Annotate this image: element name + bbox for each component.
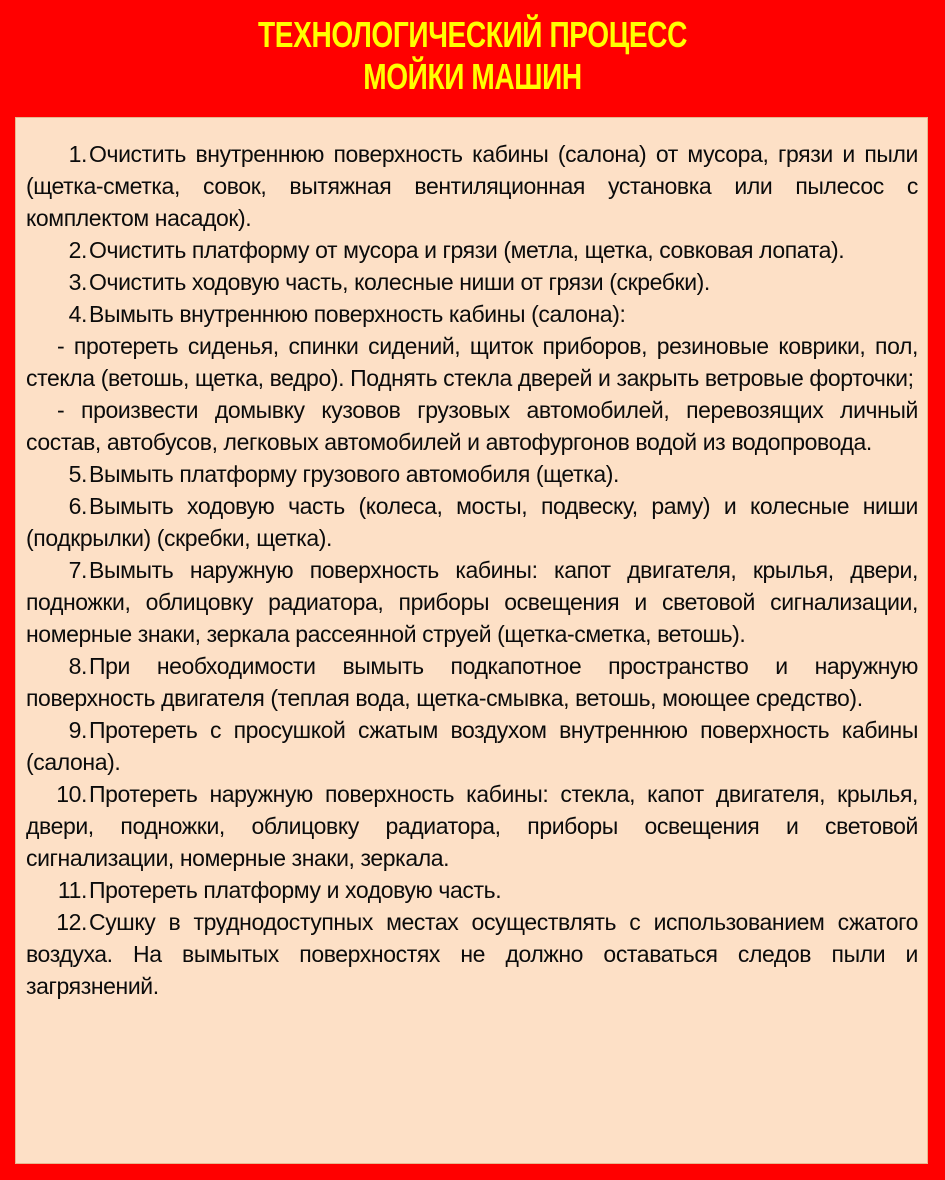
item-number: 8. bbox=[68, 653, 87, 679]
poster-header bbox=[0, 0, 945, 116]
item-text: Протереть платформу и ходовую часть. bbox=[89, 877, 502, 903]
list-item bbox=[26, 650, 918, 714]
title-line-1: ТЕХНОЛОГИЧЕСКИЙ ПРОЦЕСС bbox=[258, 14, 687, 55]
list-subitem bbox=[26, 330, 918, 394]
list-item bbox=[26, 458, 918, 490]
list-item bbox=[26, 906, 918, 1002]
title-line-2: МОЙКИ МАШИН bbox=[363, 56, 582, 97]
list-item bbox=[26, 874, 918, 906]
item-text: Вымыть платформу грузового автомобиля (щетка). bbox=[89, 461, 619, 487]
item-text: - протереть сиденья, спинки сидений, щиток приборов, резиновые коврики, пол, стекла (ветошь, щетка, ведро). Поднять стекла дверей и закрыть ветровые форточки; bbox=[26, 333, 918, 391]
item-text: - произвести домывку кузовов грузовых автомобилей, перевозящих личный состав, автобусов, легковых автомобилей и автофургонов водой из водопровода. bbox=[26, 397, 918, 455]
list-item bbox=[26, 554, 918, 650]
item-text: Вымыть ходовую часть (колеса, мосты, подвеску, раму) и колесные ниши (подкрылки) (скребки, щетка). bbox=[26, 493, 918, 551]
item-number: 2. bbox=[68, 237, 87, 263]
item-number: 11. bbox=[57, 877, 87, 903]
list-subitem bbox=[26, 394, 918, 458]
item-number: 1. bbox=[68, 141, 87, 167]
item-number: 7. bbox=[68, 557, 87, 583]
list-item bbox=[26, 490, 918, 554]
item-number: 12. bbox=[56, 909, 87, 935]
item-number: 10. bbox=[56, 781, 87, 807]
item-text: Вымыть наружную поверхность кабины: капот двигателя, крылья, двери, подножки, облицовку радиатора, приборы освещения и световой сигнализации, номерные знаки, зеркала рассеянной струей (щетка-сметка, ветошь). bbox=[26, 557, 918, 647]
item-number: 3. bbox=[68, 269, 87, 295]
list-item bbox=[26, 138, 918, 234]
list-item bbox=[26, 778, 918, 874]
list-item bbox=[26, 266, 918, 298]
item-number: 5. bbox=[68, 461, 87, 487]
item-number: 4. bbox=[68, 301, 87, 327]
item-text: Очистить платформу от мусора и грязи (метла, щетка, совковая лопата). bbox=[89, 237, 845, 263]
instruction-list bbox=[26, 138, 918, 1002]
item-text: Вымыть внутреннюю поверхность кабины (салона): bbox=[89, 301, 626, 327]
item-number: 6. bbox=[68, 493, 87, 519]
item-text: Очистить ходовую часть, колесные ниши от грязи (скребки). bbox=[89, 269, 710, 295]
item-text: Протереть с просушкой сжатым воздухом внутреннюю поверхность кабины (салона). bbox=[26, 717, 918, 775]
list-item bbox=[26, 298, 918, 330]
list-item bbox=[26, 714, 918, 778]
list-item bbox=[26, 234, 918, 266]
item-text: Очистить внутреннюю поверхность кабины (салона) от мусора, грязи и пыли (щетка-сметка, совок, вытяжная вентиляционная установка или пылесос с комплектом насадок). bbox=[26, 141, 918, 231]
content-panel bbox=[15, 117, 928, 1164]
item-text: Протереть наружную поверхность кабины: стекла, капот двигателя, крылья, двери, подножки, облицовку радиатора, приборы освещения и световой сигнализации, номерные знаки, зеркала. bbox=[26, 781, 918, 871]
item-text: Сушку в труднодоступных местах осуществлять с использованием сжатого воздуха. На вымытых поверхностях не должно оставаться следов пыли и загрязнений. bbox=[26, 909, 918, 999]
item-text: При необходимости вымыть подкапотное пространство и наружную поверхность двигателя (теплая вода, щетка-смывка, ветошь, моющее средство). bbox=[26, 653, 918, 711]
item-number: 9. bbox=[68, 717, 87, 743]
